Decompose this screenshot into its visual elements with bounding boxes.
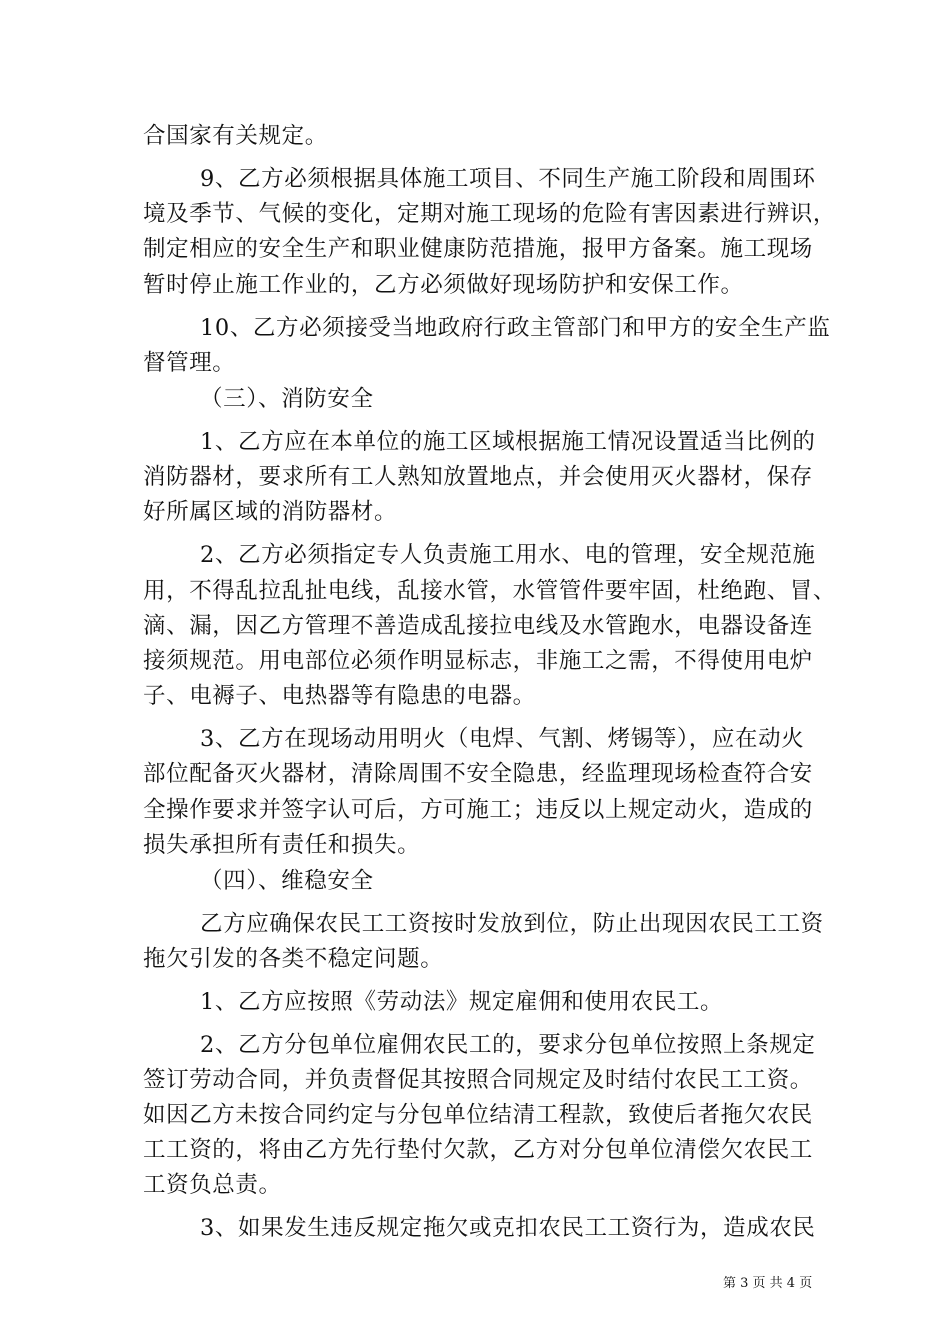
body-line: 10、乙方必须接受当地政府行政主管部门和甲方的安全生产监	[200, 315, 831, 341]
section-heading: （三）、消防安全	[200, 386, 374, 412]
body-line: 如因乙方未按合同约定与分包单位结清工程款，致使后者拖欠农民	[143, 1102, 813, 1128]
body-line: 损失承担所有责任和损失。	[143, 832, 421, 858]
body-line: 3、乙方在现场动用明火（电焊、气割、烤锡等），应在动火	[200, 726, 805, 752]
body-line: 乙方应确保农民工工资按时发放到位，防止出现因农民工工资	[200, 911, 824, 937]
body-line: 签订劳动合同，并负责督促其按照合同规定及时结付农民工工资。	[143, 1067, 813, 1093]
body-line: 用，不得乱拉乱扯电线，乱接水管，水管管件要牢固，杜绝跑、冒、	[143, 578, 837, 604]
body-line: 1、乙方应在本单位的施工区域根据施工情况设置适当比例的	[200, 429, 816, 455]
page-number: 第 3 页 共 4 页	[723, 1276, 813, 1291]
body-line: 接须规范。用电部位必须作明显标志，非施工之需，不得使用电炉	[143, 648, 813, 674]
body-line: 全操作要求并签字认可后，方可施工；违反以上规定动火，造成的	[143, 797, 813, 823]
body-line: 工资负总责。	[143, 1172, 282, 1198]
body-line: 2、乙方分包单位雇佣农民工的，要求分包单位按照上条规定	[200, 1032, 816, 1058]
body-line: 部位配备灭火器材，清除周围不安全隐患，经监理现场检查符合安	[143, 761, 813, 787]
body-line: 1、乙方应按照《劳动法》规定雇佣和使用农民工。	[200, 989, 724, 1015]
body-line: 暂时停止施工作业的，乙方必须做好现场防护和安保工作。	[143, 272, 744, 298]
body-line: 消防器材，要求所有工人熟知放置地点，并会使用灭火器材，保存	[143, 464, 813, 490]
body-line: 子、电褥子、电热器等有隐患的电器。	[143, 683, 536, 709]
body-line: 2、乙方必须指定专人负责施工用水、电的管理，安全规范施	[200, 542, 816, 568]
body-line: 督管理。	[143, 350, 236, 376]
section-heading: （四）、维稳安全	[200, 868, 374, 894]
body-line: 合国家有关规定。	[143, 123, 328, 149]
body-line: 滴、漏，因乙方管理不善造成乱接拉电线及水管跑水，电器设备连	[143, 613, 813, 639]
body-line: 9、乙方必须根据具体施工项目、不同生产施工阶段和周围环	[200, 166, 816, 192]
body-line: 拖欠引发的各类不稳定问题。	[143, 946, 444, 972]
body-line: 制定相应的安全生产和职业健康防范措施，报甲方备案。施工现场	[143, 236, 813, 262]
body-line: 境及季节、气候的变化，定期对施工现场的危险有害因素进行辨识，	[143, 201, 837, 227]
body-line: 好所属区域的消防器材。	[143, 499, 398, 525]
body-line: 3、如果发生违反规定拖欠或克扣农民工工资行为，造成农民	[200, 1215, 816, 1241]
body-line: 工工资的，将由乙方先行垫付欠款，乙方对分包单位清偿欠农民工	[143, 1137, 813, 1163]
